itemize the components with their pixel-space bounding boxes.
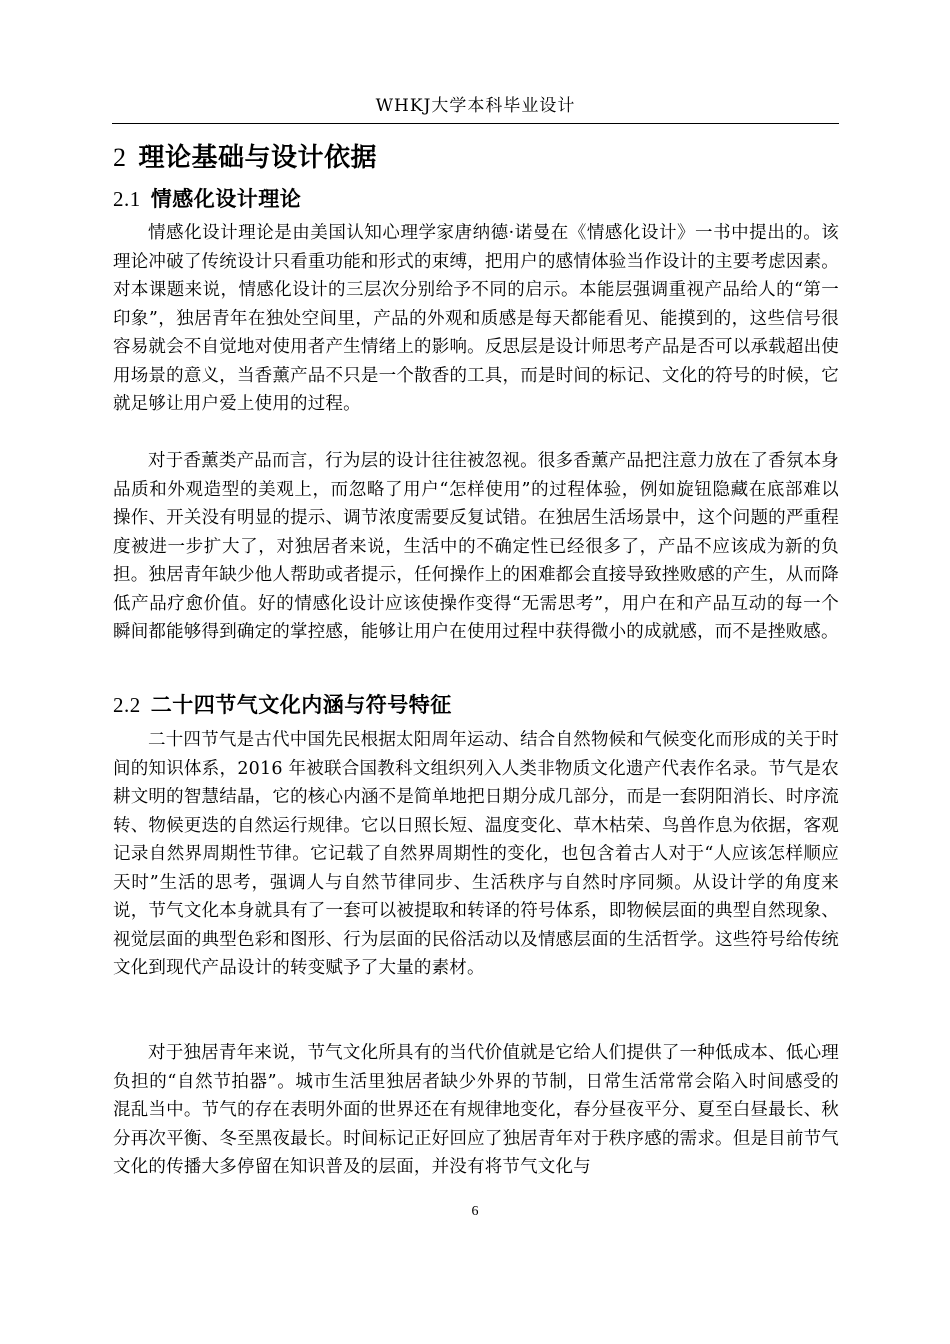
chapter-title: 理论基础与设计依据 (138, 143, 378, 173)
section-heading-2-2 (113, 689, 452, 721)
section-number: 2.1 (113, 187, 141, 211)
chapter-number: 2 (113, 143, 127, 172)
section-number: 2.2 (113, 693, 141, 717)
chapter-heading (113, 138, 377, 178)
page-number: 6 (471, 1204, 479, 1219)
paragraph: 对于独居青年来说，节气文化所具有的当代价值就是它给人们提供了一种低成本、低心理负担的“自然节拍器”。城市生活里独居者缺少外界的节制，日常生活常常会陷入时间感受的混乱当中。节气的存在表明外面的世界还在有规律地变化，春分昼夜平分、夏至白昼最长、秋分再次平衡、冬至黑夜最长。时间标记正好回应了独居青年对于秩序感的需求。但是目前节气文化的传播大多停留在知识普及的层面，并没有将节气文化与 (113, 1043, 839, 1177)
header-divider (112, 123, 839, 124)
paragraph: 二十四节气是古代中国先民根据太阳周年运动、结合自然物候和气候变化而形成的关于时间的知识体系，2016 年被联合国教科文组织列入人类非物质文化遗产代表作名录。节气是农耕文明的智慧结晶，它的核心内涵不是简单地把日期分成几部分，而是一套阴阳消长、时序流转、物候更迭的自然运行规律。它以日照长短、温度变化、草木枯荣、鸟兽作息为依据，客观记录自然界周期性节律。它记载了自然界周期性的变化，也包含着古人对于“人应该怎样顺应天时”生活的思考，强调人与自然节律同步、生活秩序与自然时序同频。从设计学的角度来说，节气文化本身就具有了一套可以被提取和转译的符号体系，即物候层面的典型自然现象、视觉层面的典型色彩和图形、行为层面的民俗活动以及情感层面的生活哲学。这些符号给传统文化到现代产品设计的转变赋予了大量的素材。 (113, 730, 839, 978)
section-title: 情感化设计理论 (150, 187, 302, 211)
paragraph: 情感化设计理论是由美国认知心理学家唐纳德·诺曼在《情感化设计》一书中提出的。该理论冲破了传统设计只看重功能和形式的束缚，把用户的感情体验当作设计的主要考虑因素。对本课题来说，情感化设计的三层次分别给予不同的启示。本能层强调重视产品给人的“第一印象”，独居青年在独处空间里，产品的外观和质感是每天都能看见、能摸到的，这些信号很容易就会不自觉地对使用者产生情绪上的影响。反思层是设计师思考产品是否可以承载超出使用场景的意义，当香薰产品不只是一个散香的工具，而是时间的标记、文化的符号的时候，它就足够让用户爱上使用的过程。 (113, 223, 839, 414)
section-heading-2-1 (113, 183, 301, 215)
section-title: 二十四节气文化内涵与符号特征 (150, 693, 452, 717)
page-header: WHKJ大学本科毕业设计 (375, 96, 576, 116)
paragraph: 对于香薰类产品而言，行为层的设计往往被忽视。很多香薰产品把注意力放在了香氛本身品质和外观造型的美观上，而忽略了用户“怎样使用”的过程体验，例如旋钮隐藏在底部难以操作、开关没有明显的提示、调节浓度需要反复试错。在独居生活场景中，这个问题的严重程度被进一步扩大了，对独居者来说，生活中的不确定性已经很多了，产品不应该成为新的负担。独居青年缺少他人帮助或者提示，任何操作上的困难都会直接导致挫败感的产生，从而降低产品疗愈价值。好的情感化设计应该使操作变得“无需思考”，用户在和产品互动的每一个瞬间都能够得到确定的掌控感，能够让用户在使用过程中获得微小的成就感，而不是挫败感。 (113, 451, 839, 642)
